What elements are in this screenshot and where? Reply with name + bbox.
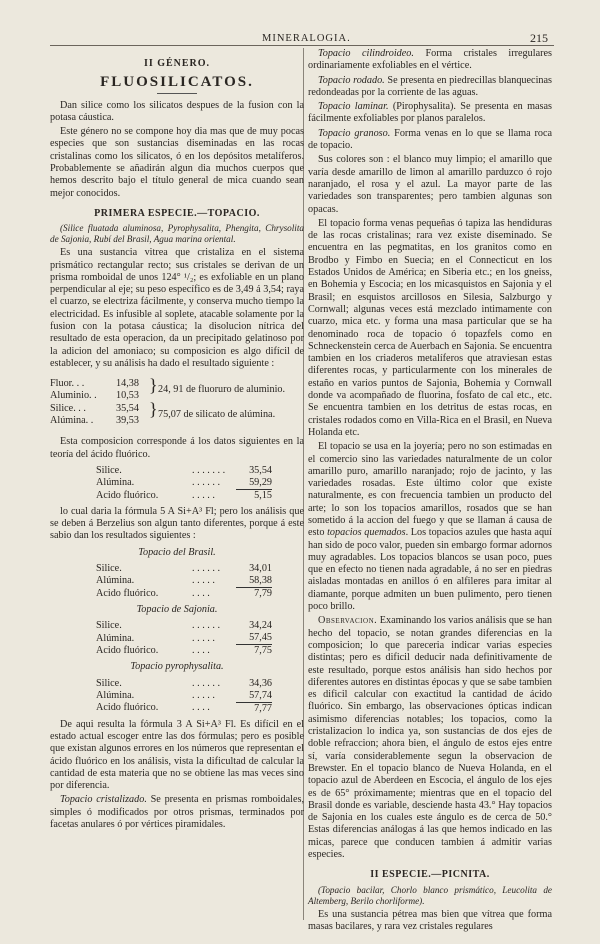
paragraph: El topacio forma venas pequeñas ó tapiza las hendiduras de las rocas cristalinas; rara vez existe diseminado. Se encuentra en las pegmatitas, en los granitos como en Brodbo y Fimbo en Suecia; en el Connecticut en los Estados Unidos de América; en Siberia etc.; en los gneiss, en Bohemia y Escocia; en los micasquistos en Sajonia y el Brasil; en esquistos arcillosos en Silesia, Salzburgo y Cornwall; algunas veces está mezclado intimamente con cuarzo, mica etc. y forma una masa particular que se ha denominado roca de topacio ó topazfels como en Schneckenstein cerca de Auerbach en Sajonia. Se encuentra tambien en los criaderos metalíferos que atraviesan estas diferentes rocas, y particularmente con los minerales de estaño en varios puntos de Sajonia, Bohemia y Cornwall donde va acompañado de fluorina, fosfato de cal etc., etc. Se encuentra tambien en los detritus de estas rocas, en cristales rodados como en Villa-Rica en el Brasil, en Nueva Holanda etc.: [308, 217, 552, 438]
table-row: Acido fluórico. . . . . 7,79: [96, 587, 272, 600]
table-row: Silice. . . . . . . 34,01: [96, 563, 272, 575]
paragraph: Sus colores son : el blanco muy limpio; el amarillo que varía desde amarillo de limon al amarillo parduzco ó rojo naranjado, el rosa y el azul. La mayor parte de las variedades son transparentes; pero tambien algunas son opacas.: [308, 154, 552, 215]
page-number: 215: [530, 31, 548, 45]
brace: }: [149, 399, 158, 420]
running-title: MINERALOGIA.: [262, 33, 351, 44]
table-row: Alúmina. . . . . . 58,38: [96, 575, 272, 587]
table-row: Silice. . . . . . . 34,24: [96, 620, 272, 632]
paragraph: Observacion. Examinando los varios análisis que se han hecho del topacio, se notan grandes diferencias en la composicion; lo que pareceria indicar varias especies distintas; pero es dificil deducir nada definitivamente de este resultado, porque estos análisis han sido hechos por diferentes autores en distintas épocas y que se sabe tambien es dificil calcular con exactitud la cantidad de ácido fluórico. Sin embargo, las observaciones ópticas indican asimismo diferencias notables; los topacios, como la cristalizacion lo indica ya, son sustancias de dos ejes de doble refraccion; ahora bien, el ángulo de estos ejes entre sí, varía considerablemente segun la observacion de Brewster. En el topacio blanco de Nueva Holanda, en el topacio azul de Aberdeen en Escocia, el ángulo de los ejes es de 65° próximamente; mientras que en el topacio del Brasil donde es variable, desciende hasta 43.° Hay topacios de Sajonia en los cuales este ángulo es de cerca de 50.° Estas diferencias análogas á las que hemos indicado en las micas, parece que conducen tambien á admitir varias especies.: [308, 615, 552, 860]
analysis-row: Silice. . . 35,54: [50, 403, 139, 415]
brasil-table: [96, 563, 272, 600]
synonyms: (Topacio bacilar, Chorlo blanco prismático, Leucolita de Altemberg, Berilo chorliforme).: [308, 884, 552, 906]
sajonia-table: [96, 620, 272, 657]
paragraph: Es una sustancia vitrea que cristaliza en el sistema prismático rectangular recto; sus cristales se derivan de un prisma romboidal de unos 124° ¹/₂; es exfoliable en un plano perpendicular al eje; su peso específico es de 3,49 á 3,54; raya el cuarzo, se electriza fácilmente, y conserva mucho tiempo la electricidad. Es infusible al soplete, atacable solamente por la fusion con la potasa cáustica; la disolucion nítrica del resultado de esta operacion, da un precipitado gelatinoso por la adicion del amoniaco; su composicion es algo difícil de establecer, y su análisis ha dado el resultado siguiente :: [50, 247, 304, 369]
paragraph: Esta composicion corresponde á los datos siguientes en la teoría del ácido fluórico.: [50, 436, 304, 460]
table-title: Topacio del Brasil.: [138, 546, 216, 558]
analysis-row: Alúmina. . 39,53: [50, 415, 139, 427]
paragraph: Topacio laminar. (Pirophysalita). Se presenta en masas fácilmente exfoliables por planos paralelos.: [308, 101, 552, 125]
table-row: Acido fluórico. . . . . 7,77: [96, 702, 272, 714]
fluor-analysis: [50, 375, 304, 428]
paragraph: lo cual daria la fórmula 5 A Si+A³ Fl; pero los análisis que se deben á Berzelius son algun tanto diferentes, porque á este sabio dan los resultados siguientes :: [50, 505, 304, 542]
paragraph: El topacio se usa en la joyería; pero no son estimadas en el comercio sino las variedades naturalmente de un color amarillo puro, amarillo naranjado; rojo de jacinto, y las variedades rosadas. Este último color que existe naturalmente, es con frecuencia tambien un producto del arte; lo son los topacios amarillos, rosados que se han sometido á la accion del fuego y que se llaman á causa de esto topacios quemados. Los topacios azules que hasta aquí han sido de poco valor, pueden sin embargo formar adornos muy agradables. Los topacios blancos se usan poco, pues que en efecto no tienen nada agradable, á no ser en piedras aisladas montadas en anillos ó en alfileres para imitar al diamante, porque admiten un buen pulimento, pero tienen poco brillo.: [308, 441, 552, 613]
paragraph: De aqui resulta la fórmula 3 A Si+A³ Fl. Es difícil en el estado actual escoger entre las dos fórmulas; pero es posible que existan algunos errores en los números que representan el ácido fluórico en los análisis, vista la dificultad de calcular la cantidad de esta materia que no se obtiene las mas veces sino por diferencia.: [50, 718, 304, 792]
species-title: PRIMERA ESPECIE.—TOPACIO.: [94, 207, 260, 219]
table-row: Alúmina. . . . . . 57,74: [96, 689, 272, 701]
table-row: Silice. . . . . . . . 35,54: [96, 464, 272, 476]
theory-table: [96, 465, 272, 502]
pyro-table: [96, 678, 272, 715]
paragraph: Es una sustancia pétrea mas bien que vítrea que forma masas bacilares, y rara vez cristales regulares: [308, 908, 552, 932]
analysis-row: Aluminio. . 10,53: [50, 390, 139, 402]
table-row: Acido fluórico. . . . . 7,75: [96, 645, 272, 657]
paragraph: Topacio cristalizado. Se presenta en prismas romboidales, simples ó modificados por otros prismas, terminados por facetas anulares ó por vértices piramidales.: [50, 794, 304, 830]
genus-label: II GÉNERO.: [143, 58, 211, 69]
paragraph: Topacio granoso. Forma venas en lo que se llama roca de topacio.: [308, 127, 552, 152]
genus-title: FLUOSILICATOS.: [100, 74, 254, 91]
table-row: Alúmina. . . . . . 57,45: [96, 632, 272, 644]
paragraph: Topacio cilindroideo. Forma cristales irregulares ordinariamente exfoliables en el vértice.: [308, 48, 552, 72]
synonyms: (Silice fluatada aluminosa, Pyrophysalita, Phengita, Chrysolita de Sajonia, Rubí del Brasil, Agua marina oriental.: [50, 223, 304, 245]
analysis-sum: 24, 91 de fluoruro de aluminio.: [158, 384, 286, 396]
brace: }: [149, 375, 158, 396]
paragraph: Dan silice como los silicatos despues de la fusion con la potasa cáustica.: [50, 99, 304, 123]
table-title: Topacio pyrophysalita.: [130, 661, 224, 673]
title-rule: [157, 93, 197, 94]
analysis-sum: 75,07 de silicato de alúmina.: [158, 409, 276, 421]
species-title: II ESPECIE.—PICNITA.: [370, 869, 490, 881]
paragraph: Este género no se compone hoy dia mas que de muy pocas especies que son sustancias diseminadas en las rocas cristalinas como los silicatos, ó en los depósitos metalíferos. Probablemente se añadirán algun dia muchos cuerpos que hemos descrito bajo el título general de mica cuando sean mejor conocidos.: [50, 126, 304, 199]
table-title: Topacio de Sajonia.: [136, 604, 218, 616]
paragraph: Topacio rodado. Se presenta en piedrecillas blanquecinas redondeadas por la corriente de las aguas.: [308, 74, 552, 98]
right-column: [308, 48, 552, 935]
table-row: Silice. . . . . . . 34,36: [96, 677, 272, 689]
left-column: [50, 48, 304, 833]
analysis-row: Fluor. . . 14,38: [50, 378, 139, 390]
header-rule: [50, 45, 554, 46]
table-row: Alúmina. . . . . . . 59,29: [96, 476, 272, 489]
table-row: Acido fluórico. . . . . . 5,15: [96, 489, 272, 501]
